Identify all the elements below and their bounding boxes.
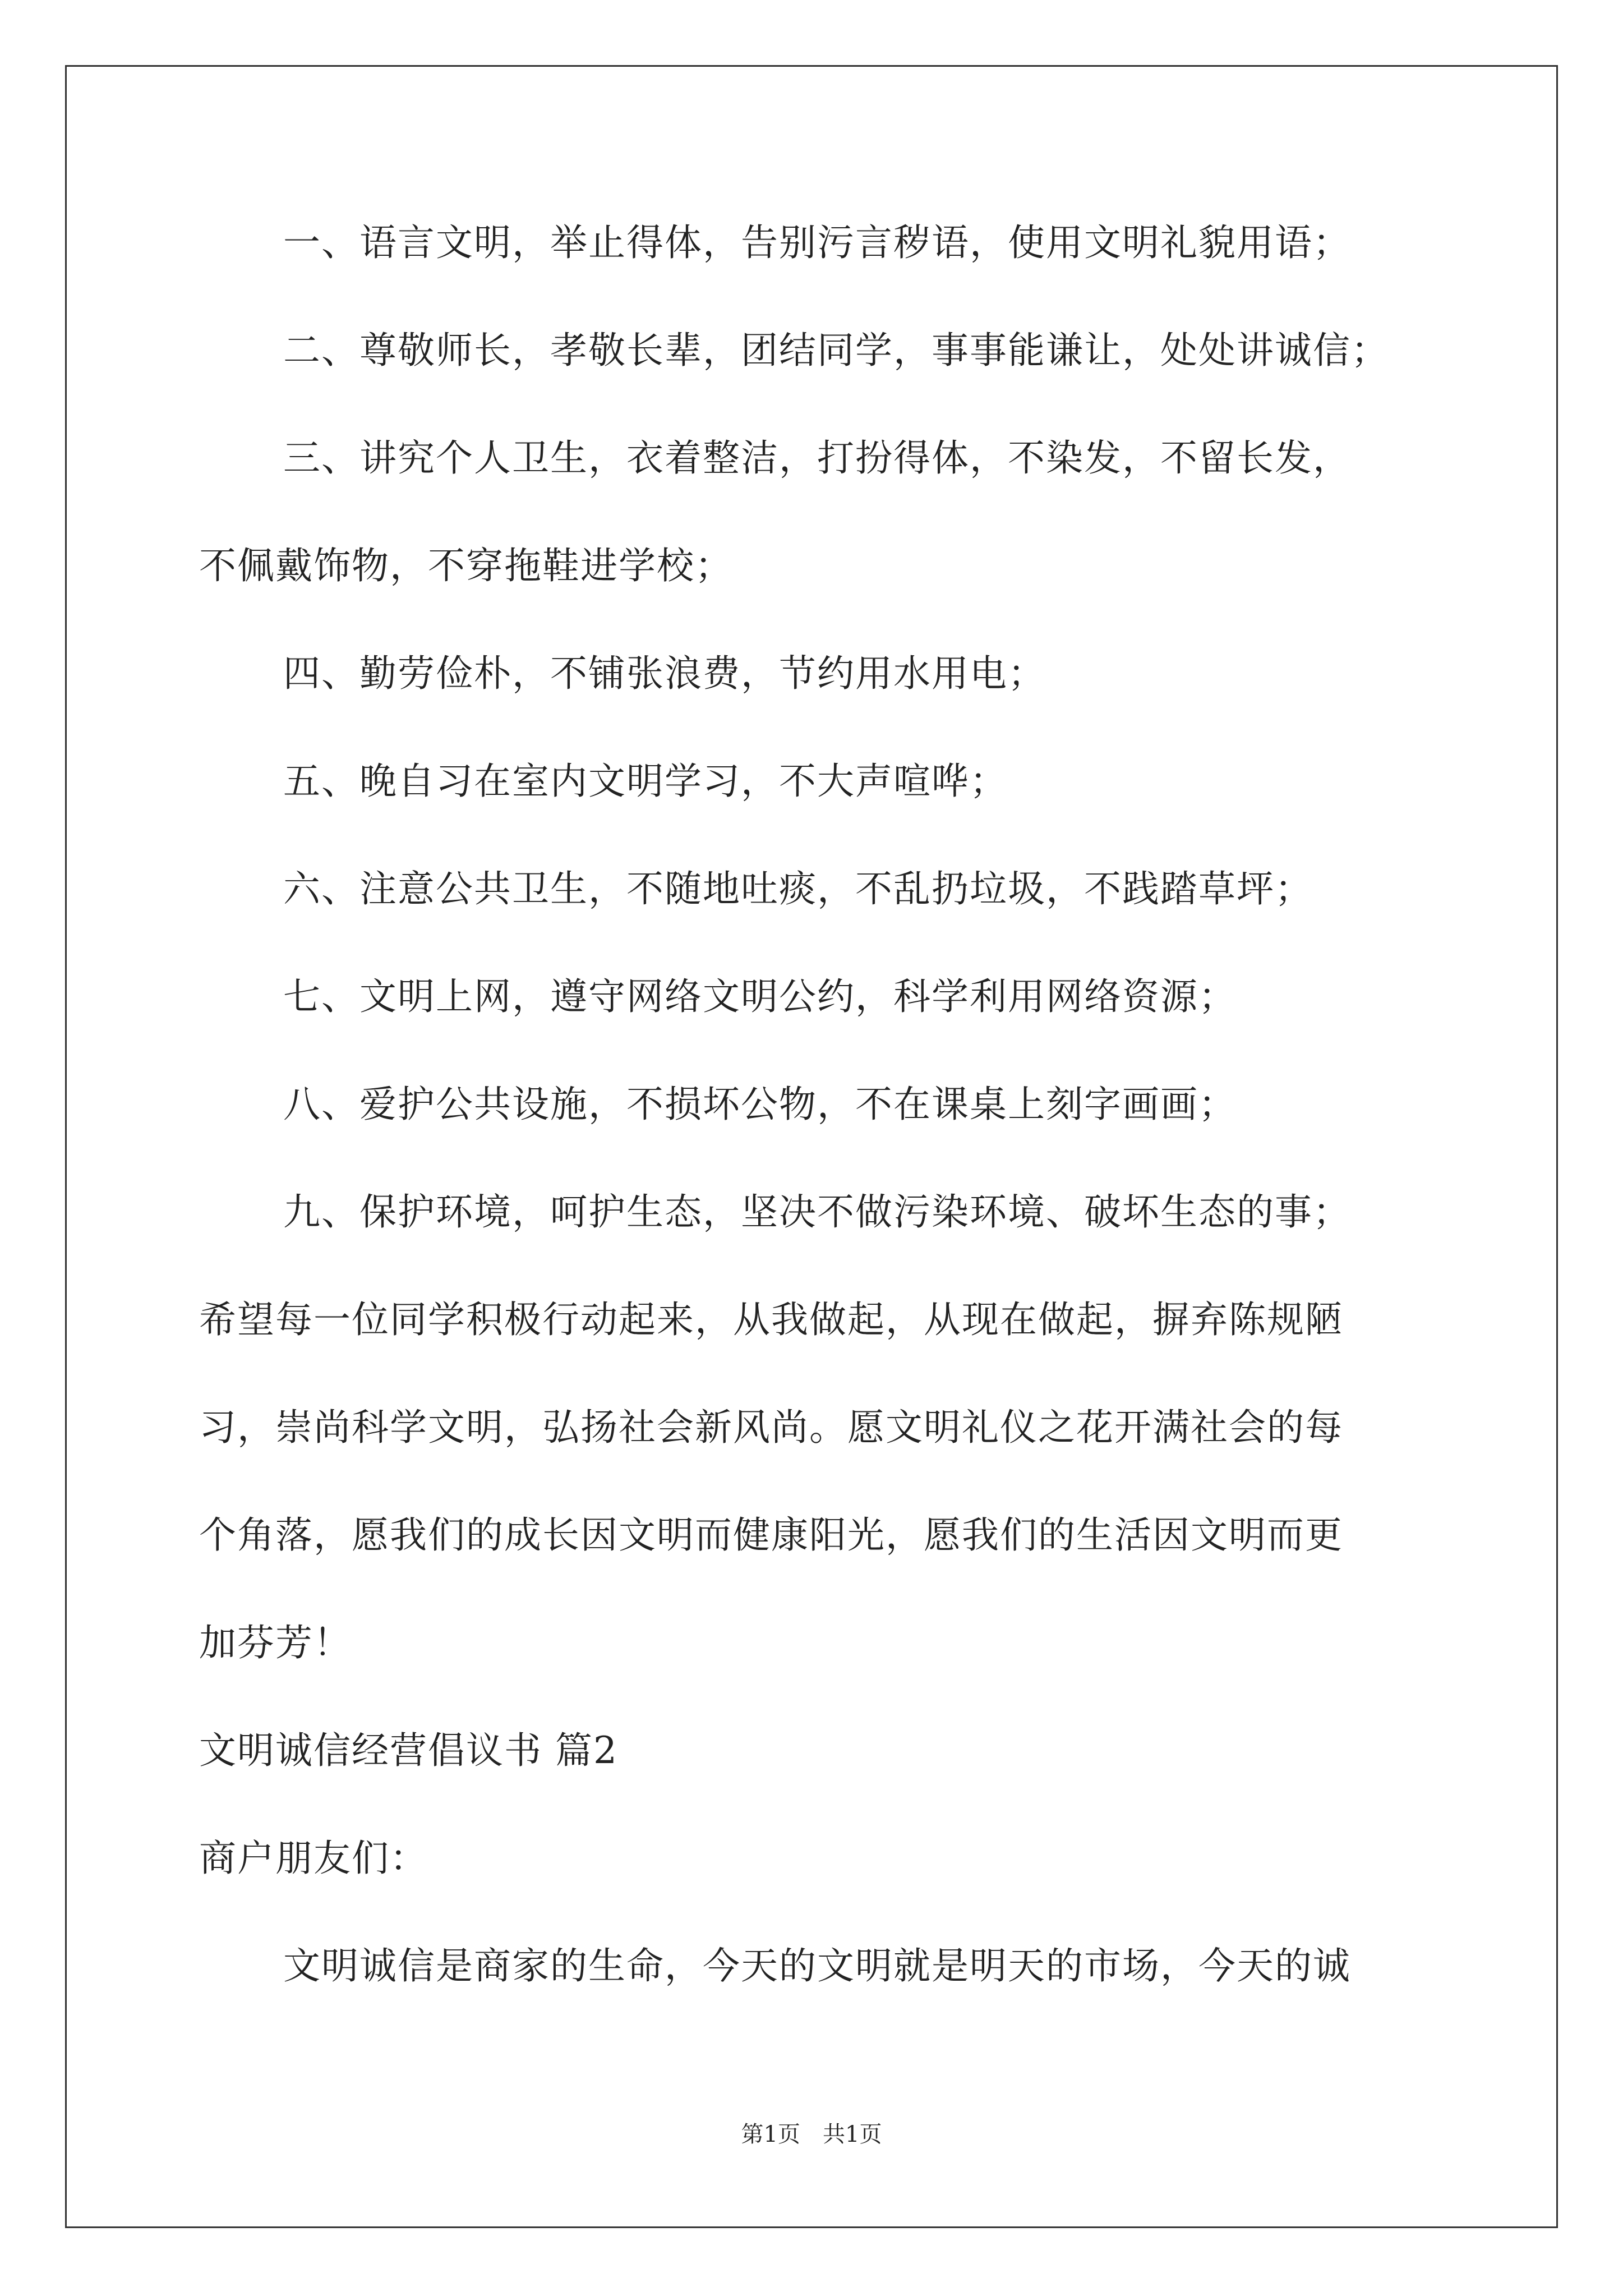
text-line: 三、讲究个人卫生，衣着整洁，打扮得体，不染发，不留长发， bbox=[283, 436, 1351, 480]
salutation: 商户朋友们： bbox=[199, 1837, 428, 1880]
text-line: 六、注意公共卫生，不随地吐痰，不乱扔垃圾，不践踏草坪； bbox=[283, 867, 1313, 910]
text-line: 不佩戴饰物，不穿拖鞋进学校； bbox=[199, 544, 733, 587]
text-line: 八、爱护公共设施，不损坏公物，不在课桌上刻字画画； bbox=[283, 1083, 1237, 1126]
document-body bbox=[199, 216, 1433, 2047]
text-line: 一、语言文明，举止得体，告别污言秽语，使用文明礼貌用语； bbox=[283, 221, 1351, 264]
text-line: 希望每一位同学积极行动起来，从我做起，从现在做起，摒弃陈规陋 bbox=[199, 1298, 1343, 1341]
text-line: 加芬芳！ bbox=[199, 1621, 352, 1664]
text-line: 九、保护环境，呵护生态，坚决不做污染环境、破坏生态的事； bbox=[283, 1190, 1351, 1234]
text-line: 习，崇尚科学文明，弘扬社会新风尚。愿文明礼仪之花开满社会的每 bbox=[199, 1406, 1343, 1449]
text-line: 个角落，愿我们的成长因文明而健康阳光，愿我们的生活因文明而更 bbox=[199, 1513, 1343, 1557]
text-line: 文明诚信是商家的生命，今天的文明就是明天的市场，今天的诚 bbox=[283, 1944, 1351, 1987]
section-heading: 文明诚信经营倡议书 篇2 bbox=[199, 1729, 618, 1772]
text-line: 五、晚自习在室内文明学习，不大声喧哗； bbox=[283, 760, 1008, 803]
text-line: 四、勤劳俭朴，不铺张浪费，节约用水用电； bbox=[283, 652, 1046, 695]
text-line: 二、尊敬师长，孝敬长辈，团结同学，事事能谦让，处处讲诚信； bbox=[283, 329, 1389, 372]
page-footer: 第1页 共1页 bbox=[741, 2122, 882, 2147]
text-line: 七、文明上网，遵守网络文明公约，科学利用网络资源； bbox=[283, 975, 1237, 1018]
